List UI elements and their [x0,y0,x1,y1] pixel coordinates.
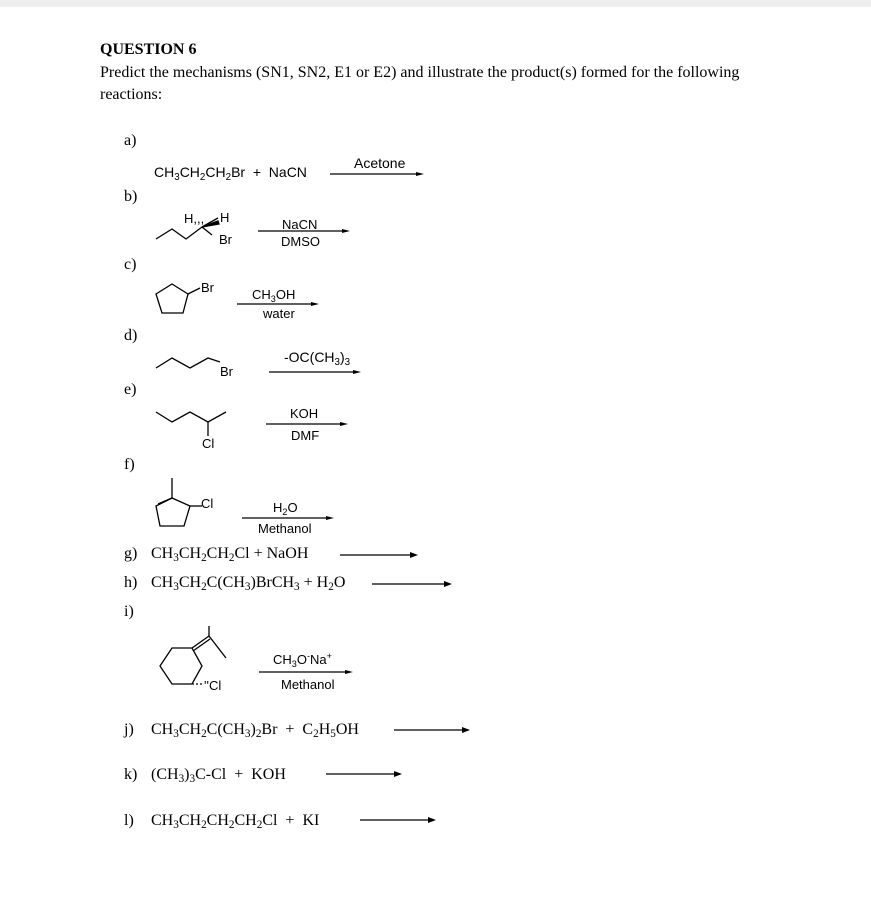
molecule-i [150,624,235,694]
reactants-k: $(CH_3)_3C-Cl$ + KOH [151,766,286,785]
b-h2: H [220,210,230,225]
top-bar [0,0,871,7]
b-h1: H,,, [184,211,205,226]
label-l: l) [124,812,134,829]
reagent-c-bottom: water [263,306,295,321]
label-c: c) [124,256,137,273]
arrow-l [360,818,450,826]
reactants-g: $CH_3CH_2CH_2Cl$ + NaOH [151,545,309,564]
label-i: i) [124,603,134,620]
label-g: g) [124,545,138,562]
label-a: a) [124,132,137,149]
label-b: b) [124,188,138,205]
f-cl: Cl [201,496,214,511]
reagent-e-top: KOH [290,406,319,421]
reagent-a: Acetone [354,155,406,171]
label-k: k) [124,766,138,783]
b-br: Br [219,232,232,247]
reagent-i-bottom: Methanol [281,677,335,692]
reagent-b-bottom: DMSO [281,234,320,249]
reagent-b-top: NaCN [282,217,318,232]
question-title: QUESTION 6 [100,41,197,58]
reactants-a: $CH_3CH_2CH_2Br$ + NaCN [154,164,307,183]
reagent-e-bottom: DMF [291,428,320,443]
reagent-f-bottom: Methanol [258,521,312,536]
reactants-h: $CH_3CH_2C(CH_3)BrCH_3 + H_2O$ [151,574,346,593]
arrow-i [259,670,359,678]
i-cl: ''Cl [204,678,222,693]
arrow-h [372,582,462,590]
molecule-d [150,350,230,380]
reagent-i-top: $CH_3O^-Na^+$ [273,651,332,669]
arrow-f [242,516,342,524]
molecule-e [150,402,230,442]
label-j: j) [124,721,134,738]
label-d: d) [124,327,138,344]
reagent-f-top: $H_2O$ [273,500,298,517]
arrow-d [269,370,369,378]
e-cl: Cl [202,436,215,451]
reagent-c-top: $CH_3OH$ [252,287,296,304]
reagent-d-top: $-OC(CH_3)_3$ [284,349,351,368]
arrow-j [394,728,484,736]
c-br: Br [201,280,214,295]
label-f: f) [124,456,135,473]
arrow-c [237,302,327,310]
label-e: e) [124,381,137,398]
question-prompt-line2: reactions: [100,86,163,103]
d-br: Br [220,364,233,379]
arrow-e [266,422,356,430]
reactants-j: $CH_3CH_2C(CH_3)_2Br + C_2H_5OH$ [151,721,359,740]
arrow-b [258,229,358,237]
arrow-g [340,553,430,561]
reactants-l: $CH_3CH_2CH_2CH_2Cl$ + KI [151,812,320,831]
label-h: h) [124,574,138,591]
arrow-a [330,172,430,180]
arrow-k [326,772,416,780]
question-prompt-line1: Predict the mechanisms (SN1, SN2, E1 or E2) and illustrate the product(s) formed for the following [100,64,740,81]
